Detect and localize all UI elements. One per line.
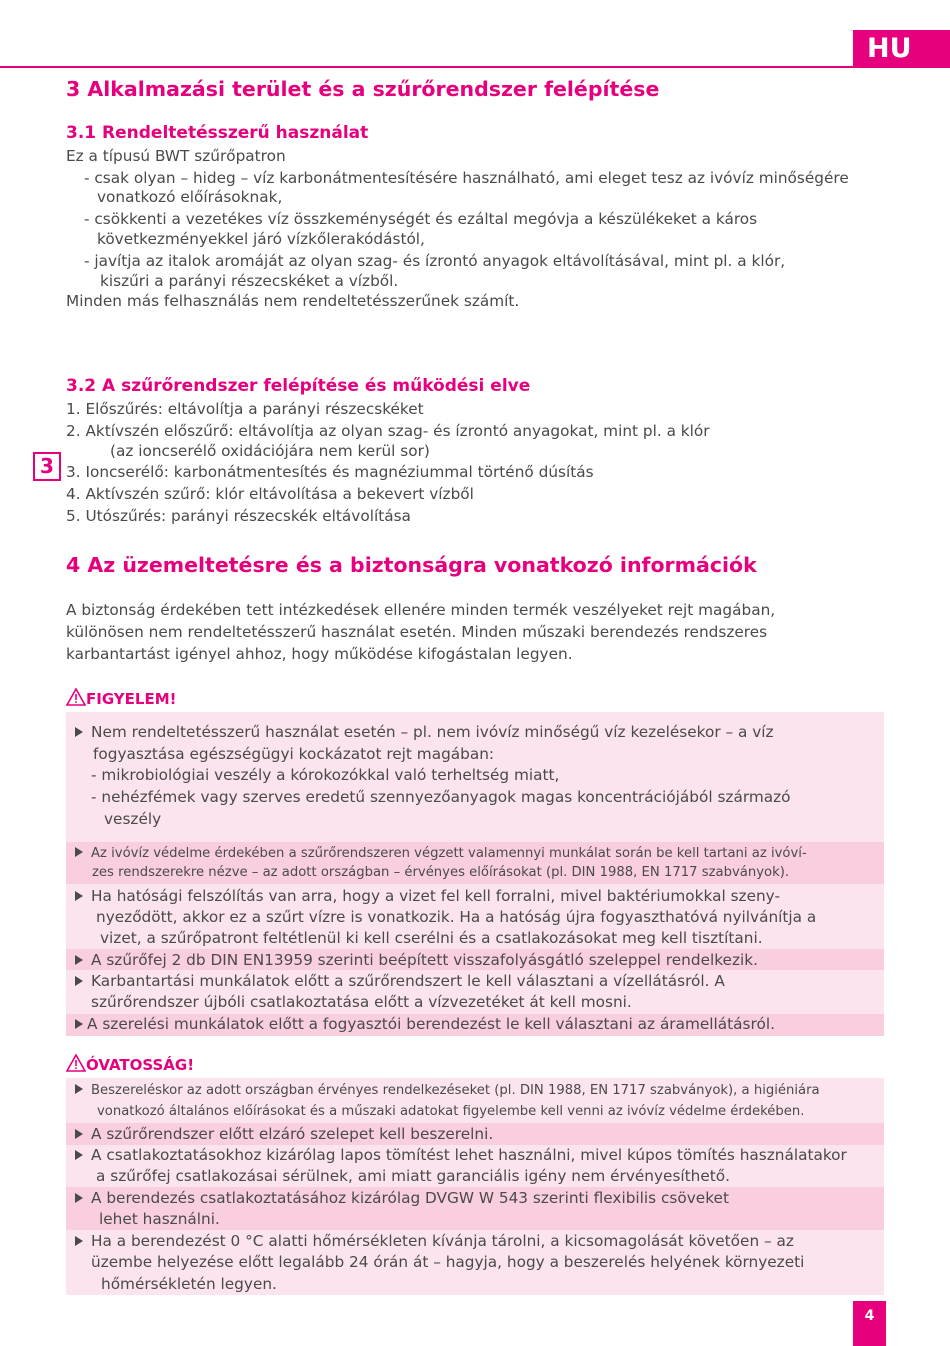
warning-item-1-text: Nem rendeltetésszerű használat esetén – pl. nem ivóvíz minőségű víz kezelésekor – a víz — [91, 723, 774, 741]
s32-step-1: 1. Előszűrés: eltávolítja a parányi részecskéket — [66, 400, 424, 418]
warning-item-6-text: A szerelési munkálatok előtt a fogyasztói berendezést le kell választani az áramellátásról. — [87, 1015, 775, 1033]
caution-heading — [66, 1054, 194, 1074]
caution-icon — [66, 1054, 86, 1072]
warning-item-3 — [75, 886, 780, 908]
caution-item-1-text: Beszereléskor az adott országban érvényes rendelkezéseket (pl. DIN 1988, EN 1717 szabványok), a higiéniára — [91, 1083, 820, 1098]
warning-item-2-cont: zes rendszerekre nézve – az adott országban – érvényes előírásokat (pl. DIN 1988, EN 1717 szabványok). — [92, 865, 790, 880]
section-marker: 3 — [33, 452, 61, 481]
warning-item-3-text: Ha hatósági felszólítás van arra, hogy a vizet fel kell forralni, mivel baktériumokkal szeny- — [91, 887, 780, 905]
bullet-arrow-icon — [75, 1150, 83, 1160]
warning-item-1-cont: fogyasztása egészségügyi kockázatot rejt magában: — [93, 745, 495, 763]
s31-item-1-cont: vonatkozó előírásoknak, — [97, 188, 283, 206]
bullet-arrow-icon — [75, 1236, 83, 1246]
caution-item-4-text: A berendezés csatlakoztatásához kizárólag DVGW W 543 szerinti flexibilis csöveket — [91, 1189, 729, 1207]
section-4-title: 4 Az üzemeltetésre és a biztonságra vonatkozó információk — [66, 553, 757, 577]
page-number: 4 — [853, 1301, 886, 1346]
section-3-title: 3 Alkalmazási terület és a szűrőrendszer felépítése — [66, 77, 660, 101]
s4-para-line-2: különösen nem rendeltetésszerű használat esetén. Minden műszaki berendezés rendszeres — [66, 623, 768, 641]
s4-para-line-1: A biztonság érdekében tett intézkedések ellenére minden termék veszélyeket rejt magában, — [66, 601, 776, 619]
s32-step-3: 3. Ioncserélő: karbonátmentesítés és magnéziummal történő dúsítás — [66, 463, 594, 481]
caution-item-5-cont-2: hőmérsékletén legyen. — [101, 1275, 277, 1293]
s32-step-4: 4. Aktívszén szűrő: klór eltávolítása a bekevert vízből — [66, 485, 474, 503]
bullet-arrow-icon — [75, 1193, 83, 1203]
caution-item-5-cont-1: üzembe helyezése előtt legalább 24 órán át – hagyja, hogy a beszerelés helyének környezeti — [91, 1253, 805, 1271]
bullet-arrow-icon — [75, 727, 83, 737]
bullet-arrow-icon — [75, 1129, 83, 1139]
s32-step-2: 2. Aktívszén előszűrő: eltávolítja az olyan szag- és ízrontó anyagokat, mint pl. a klór — [66, 422, 710, 440]
warning-heading — [66, 688, 177, 708]
bullet-arrow-icon — [75, 891, 83, 901]
caution-item-2-text: A szűrőrendszer előtt elzáró szelepet kell beszerelni. — [91, 1125, 494, 1143]
language-tab: HU — [853, 30, 950, 66]
warning-item-5-text: Karbantartási munkálatok előtt a szűrőrendszert le kell választani a vízellátásról. A — [91, 972, 725, 990]
warning-item-3-cont-1: nyeződött, akkor ez a szűrt vízre is vonatkozik. Ha a hatóság újra fogyaszthatóvá nyilvánítja a — [96, 908, 817, 926]
s31-item-2: - csökkenti a vezetékes víz összkeménységét és ezáltal megóvja a készülékeket a káros — [84, 210, 758, 228]
warning-item-4 — [75, 950, 758, 972]
header-rule — [0, 66, 950, 68]
bullet-arrow-icon — [75, 955, 83, 965]
s31-intro: Ez a típusú BWT szűrőpatron — [66, 147, 286, 165]
warning-item-6 — [75, 1014, 775, 1036]
caution-item-4 — [75, 1188, 729, 1210]
s31-item-2-cont: következményekkel járó vízkőlerakódástól, — [97, 230, 425, 248]
caution-item-3-text: A csatlakoztatásokhoz kizárólag lapos tömítést lehet használni, mivel kúpos tömítés használatakor — [91, 1146, 847, 1164]
caution-item-1-cont: vonatkozó általános előírásokat és a műszaki adatokat figyelembe kell venni az ivóvíz védelme érdekében. — [97, 1104, 805, 1119]
s31-item-3: - javítja az italok aromáját az olyan szag- és ízrontó anyagok eltávolításával, mint pl. a klór, — [84, 252, 786, 270]
warning-item-3-cont-2: vizet, a szűrőpatront feltétlenül ki kell cserélni és a csatlakozásokat meg kell tisztítani. — [100, 929, 763, 947]
bullet-arrow-icon — [75, 847, 83, 857]
warning-item-1-sub-2: - nehézfémek vagy szerves eredetű szennyezőanyagok magas koncentrációjából származó — [91, 788, 791, 806]
bullet-arrow-icon — [75, 1019, 83, 1029]
s32-step-2-cont: (az ioncserélő oxidációjára nem kerül sor) — [110, 442, 430, 460]
warning-item-1 — [75, 722, 774, 744]
caution-item-1 — [75, 1080, 820, 1101]
caution-item-4-cont: lehet használni. — [99, 1210, 220, 1228]
bullet-arrow-icon — [75, 1084, 83, 1094]
warning-item-1-sub-2-cont: veszély — [104, 810, 162, 828]
caution-title: ÓVATOSSÁG! — [86, 1056, 195, 1074]
s31-item-1: - csak olyan – hideg – víz karbonátmentesítésére használható, ami eleget tesz az ivóvíz minőségére — [84, 169, 849, 187]
warning-item-2-text: Az ivóvíz védelme érdekében a szűrőrendszeren végzett valamennyi munkálat során be kell tartani az ivóví- — [91, 846, 807, 861]
caution-item-2 — [75, 1124, 493, 1146]
warning-icon — [66, 688, 86, 706]
warning-item-1-sub-1: - mikrobiológiai veszély a kórokozókkal való terheltség miatt, — [91, 766, 560, 784]
bullet-arrow-icon — [75, 976, 83, 986]
s32-step-5: 5. Utószűrés: parányi részecskék eltávolítása — [66, 507, 411, 525]
warning-item-5-cont: szűrőrendszer újbóli csatlakoztatása előtt a vízvezetéket át kell mosni. — [91, 993, 632, 1011]
caution-item-3 — [75, 1145, 847, 1167]
s4-para-line-3: karbantartást igényel ahhoz, hogy működése kifogástalan legyen. — [66, 645, 573, 663]
warning-item-2 — [75, 843, 807, 864]
caution-item-5 — [75, 1231, 794, 1253]
s31-other-use: Minden más felhasználás nem rendeltetésszerűnek számít. — [66, 292, 520, 310]
s31-item-3-cont: kiszűri a parányi részecskéket a vízből. — [100, 272, 399, 290]
warning-item-4-text: A szűrőfej 2 db DIN EN13959 szerinti beépített visszafolyásgátló szeleppel rendelkezik. — [91, 951, 758, 969]
warning-item-5 — [75, 971, 725, 993]
caution-item-5-text: Ha a berendezést 0 °C alatti hőmérsékleten kívánja tárolni, a kicsomagolását követően – az — [91, 1232, 794, 1250]
warning-title: FIGYELEM! — [86, 690, 177, 708]
caution-item-3-cont: a szűrőfej csatlakozásai sérülnek, ami miatt garanciális igény nem érvényesíthető. — [96, 1167, 730, 1185]
section-3-2-title: 3.2 A szűrőrendszer felépítése és működési elve — [66, 376, 531, 396]
section-3-1-title: 3.1 Rendeltetésszerű használat — [66, 123, 369, 143]
